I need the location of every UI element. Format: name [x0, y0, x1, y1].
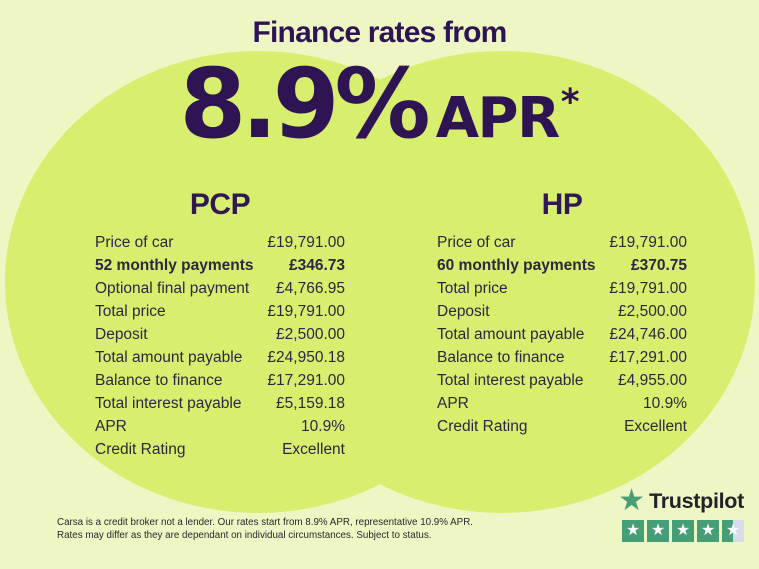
disclaimer — [57, 517, 473, 543]
hp-table — [437, 234, 687, 441]
row-value: Excellent — [624, 418, 687, 435]
row-value: £17,291.00 — [267, 372, 345, 389]
star-icon: ★ — [675, 522, 691, 539]
table-row — [437, 372, 687, 395]
table-row — [437, 280, 687, 303]
row-value: 10.9% — [643, 395, 687, 412]
table-row — [437, 418, 687, 441]
table-row — [437, 395, 687, 418]
row-value: £370.75 — [630, 257, 687, 274]
star-box — [622, 520, 644, 542]
page-title: Finance rates from — [252, 16, 507, 49]
star-box — [672, 520, 694, 542]
star-box-half — [722, 520, 744, 542]
table-row — [437, 326, 687, 349]
table-row — [437, 257, 687, 280]
table-row — [95, 234, 345, 257]
row-value: 10.9% — [301, 418, 345, 435]
row-label: 52 monthly payments — [95, 257, 254, 274]
row-label: Total amount payable — [437, 326, 585, 343]
star-icon: ★ — [625, 522, 641, 539]
trustpilot-star-icon: ★ — [618, 484, 646, 517]
star-icon: ★ — [650, 522, 666, 539]
row-value: £19,791.00 — [609, 234, 687, 251]
row-value: £19,791.00 — [609, 280, 687, 297]
row-label: Total price — [95, 303, 166, 320]
table-row — [95, 280, 345, 303]
pcp-column — [95, 184, 345, 464]
row-value: £24,746.00 — [609, 326, 687, 343]
row-value: £346.73 — [288, 257, 345, 274]
row-value: £19,791.00 — [267, 234, 345, 251]
row-label: APR — [437, 395, 469, 412]
star-box — [647, 520, 669, 542]
pcp-title: PCP — [189, 188, 251, 221]
star-icon: ★ — [700, 522, 716, 539]
row-label: Optional final payment — [95, 280, 250, 297]
row-label: Balance to finance — [437, 349, 565, 366]
headline-rate — [0, 48, 759, 160]
hp-title: HP — [541, 188, 583, 221]
row-label: APR — [95, 418, 127, 435]
row-value: £24,950.18 — [267, 349, 345, 366]
table-row — [95, 257, 345, 280]
table-row — [95, 441, 345, 464]
table-row — [437, 349, 687, 372]
row-value: £2,500.00 — [618, 303, 687, 320]
row-label: Price of car — [95, 234, 174, 251]
rate-unit: APR — [435, 86, 559, 151]
row-value: £4,766.95 — [276, 280, 345, 297]
row-label: Deposit — [437, 303, 490, 320]
pcp-table — [95, 234, 345, 464]
header — [0, 16, 759, 160]
star-box — [697, 520, 719, 542]
table-row — [95, 418, 345, 441]
row-value: Excellent — [282, 441, 345, 458]
row-label: Total interest payable — [437, 372, 584, 389]
trustpilot-wordmark: Trustpilot — [649, 488, 744, 513]
star-icon: ★ — [725, 522, 741, 539]
row-value: £17,291.00 — [609, 349, 687, 366]
disclaimer-line-1: Carsa is a credit broker not a lender. Our rates start from 8.9% APR, representative 10.9% APR. — [57, 517, 474, 528]
row-value: £19,791.00 — [267, 303, 345, 320]
row-label: 60 monthly payments — [437, 257, 596, 274]
row-label: Total interest payable — [95, 395, 242, 412]
table-row — [437, 303, 687, 326]
trustpilot-block — [618, 484, 744, 542]
table-row — [95, 303, 345, 326]
row-label: Credit Rating — [95, 441, 186, 458]
row-label: Price of car — [437, 234, 516, 251]
footnote-asterisk: * — [560, 82, 580, 123]
disclaimer-line-2: Rates may differ as they are dependant on individual circumstances. Subject to status. — [57, 529, 432, 541]
trustpilot-rating — [618, 520, 744, 542]
row-value: £5,159.18 — [276, 395, 345, 412]
row-label: Total amount payable — [95, 349, 243, 366]
table-row — [95, 395, 345, 418]
trustpilot-logo — [618, 484, 744, 517]
row-value: £4,955.00 — [618, 372, 687, 389]
table-row — [95, 372, 345, 395]
row-label: Credit Rating — [437, 418, 528, 435]
row-label: Deposit — [95, 326, 148, 343]
table-row — [95, 326, 345, 349]
table-row — [437, 234, 687, 257]
rate-value: 8.9% — [179, 48, 426, 160]
hp-column — [437, 184, 687, 441]
row-label: Balance to finance — [95, 372, 223, 389]
row-value: £2,500.00 — [276, 326, 345, 343]
row-label: Total price — [437, 280, 508, 297]
table-row — [95, 349, 345, 372]
